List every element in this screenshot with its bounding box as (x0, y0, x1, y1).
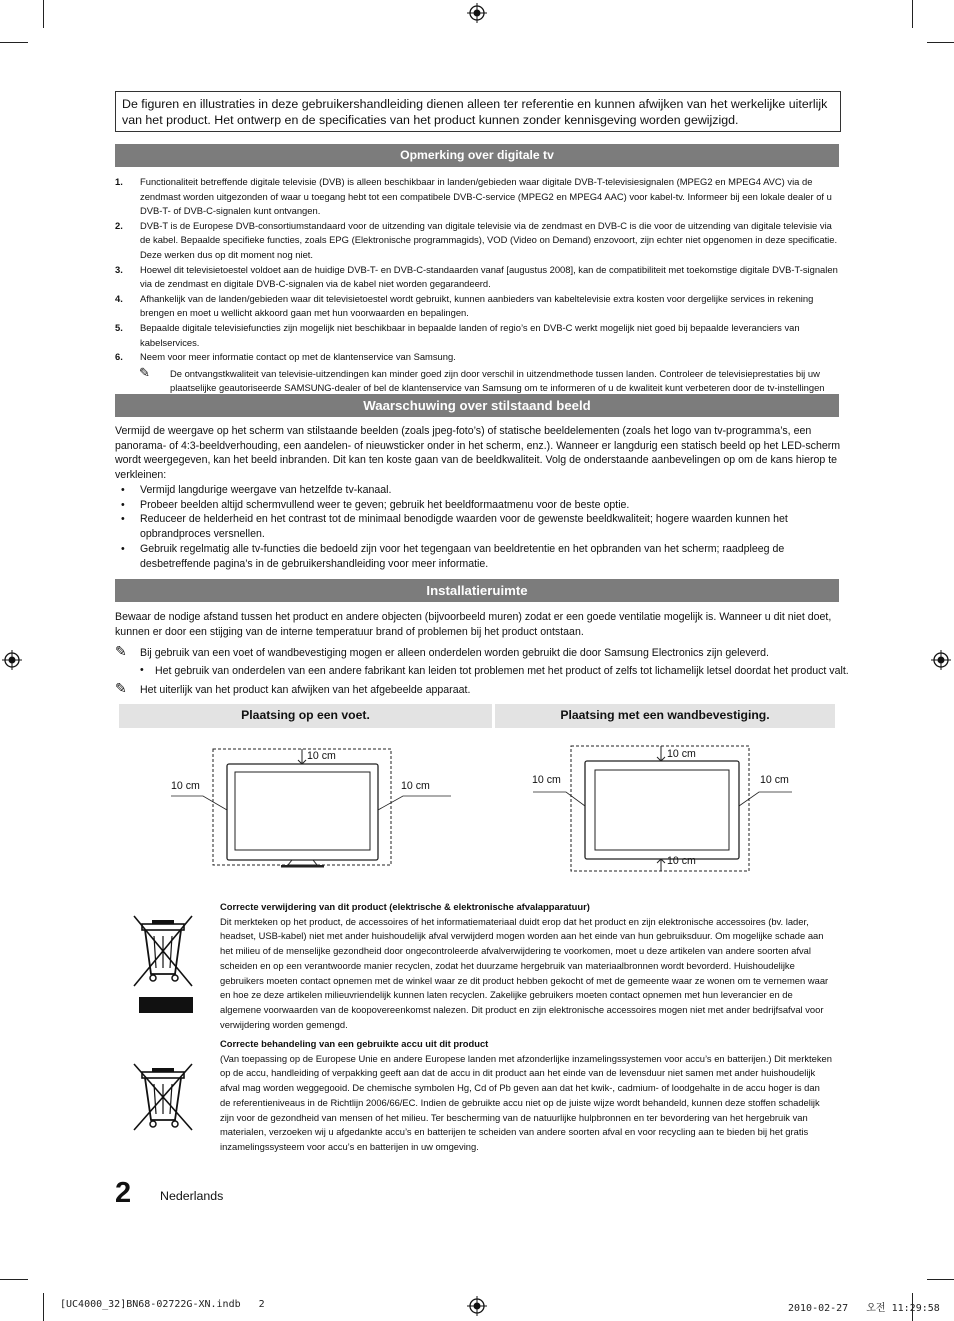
battery-disposal-block (220, 1037, 832, 1155)
stand-clearance-top-label: 10 cm (307, 750, 336, 762)
digital-tv-list (115, 175, 839, 411)
still-image-bullets (115, 483, 839, 571)
bullet-icon: • (140, 664, 144, 676)
column-header-stand: Plaatsing op een voet. (119, 704, 492, 728)
note-pencil-icon: ✎ (139, 364, 150, 380)
list-item: • Reduceer de helderheid en het contrast tot de minimaal benodigde waarden voor de gewenste beeldkwaliteit; hogere waarden kunnen het opbrandproces versnellen. (121, 513, 788, 541)
registration-mark-top (467, 3, 487, 23)
print-file-name: [UC4000_32]BN68-02722G-XN.indb 2 (60, 1299, 265, 1310)
list-item: 6. Neem voor meer informatie contact op met de klantenservice van Samsung. (115, 351, 456, 363)
list-item: • Vermijd langdurige weergave van hetzelfde tv-kanaal. (121, 484, 392, 496)
weee-title: Correcte verwijdering van dit product (elektrische & elektronische afvalapparatuur) (220, 901, 590, 912)
weee-disposal-block (220, 900, 832, 1032)
weee-crossed-bin-icon (132, 912, 198, 1016)
note-pencil-icon: ✎ (115, 643, 127, 659)
page-language: Nederlands (160, 1189, 224, 1203)
section-title-still-image: Waarschuwing over stilstaand beeld (115, 394, 839, 417)
disclaimer-box: De figuren en illustraties in deze gebruikershandleiding dienen alleen ter referentie en kunnen afwijken van het werkelijke uiterlijk van het product. Het ontwerp en de specificaties van het product kunnen zonder kennisgeving worden gewijzigd. (115, 91, 841, 132)
bullet-icon: • (121, 542, 125, 555)
weee-text: Dit merkteken op het product, de accessoires of het informatiemateriaal duidt erop dat het product en zijn elektronische accessoires (bv. lader, headset, USB-kabel) niet met ander huishoudelijk afval verwijderd mogen worden aan het einde van hun gebruiksduur. Om mogelijke schade aan het milieu of de menselijke gezondheid door ongecontroleerde afvalverwijdering te voorkomen, moet u deze artikelen van andere soorten afval scheiden en op een verantwoorde manier recyclen, zodat het duurzame hergebruik van materiaalbronnen wordt bevorderd. Huishoudelijke gebruikers moeten contact opnemen met de winkel waar ze dit product hebben gekocht of met de gemeente waar ze wonen om te vernemen waar en hoe ze deze artikelen milieuvriendelijk kunnen laten recyclen. Zakelijke gebruikers moeten contact opnemen met hun leverancier en de algemene voorwaarden van de koopovereenkomst nalezen. Dit product en zijn elektronische accessoires mogen niet met ander bedrijfsafval voor verwijdering worden gemengd. (220, 915, 829, 1030)
list-item: • Probeer beelden altijd schermvullend weer te geven; gebruik het beeldformaatmenu voor de beste optie. (121, 498, 630, 511)
battery-text: (Van toepassing op de Europese Unie en andere Europese landen met afzonderlijke inzamelingssystemen voor accu’s en batterijen.) Dit merkteken op de accu, handleiding of verpakking geeft aan dat de accu in dit product aan het einde van de levensduur niet samen met ander huishoudelijk afval mag worden weggegooid. De chemische symbolen Hg, Cd of Pb geven aan dat het kwik-, cadmium- of loodgehalte in de accu hoger is dan de referentieniveaus in de Richtlijn 2006/66/EC. Indien de gebruikte accu niet op de juiste wijze wordt behandeld, kunnen deze stoffen schadelijk zijn voor de gezondheid van mensen of het milieu. Ter bescherming van de natuurlijke hulpbronnen en ter bevordering van het hergebruik van materialen, verzoeken wij u afgedankte accu’s en batterijen te scheiden van andere soorten afval en voor recycling aan te bieden bij het gratis inzamelingssysteem voor accu’s en batterijen in uw omgeving. (220, 1052, 832, 1152)
registration-mark-left (2, 650, 22, 670)
bullet-icon: • (121, 484, 125, 496)
list-item: 3. Hoewel dit televisietoestel voldoet aan de huidige DVB-T- en DVB-C-standaarden vanaf [augustus 2008], kan de compatibiliteit met toekomstige digitale DVB-T-signalen via de zendmast en digitale DVB-C-signalen via de kabel niet worden gegarandeerd. (115, 263, 838, 290)
registration-mark-bottom (467, 1296, 487, 1316)
install-sub-bullet: • Het gebruik van onderdelen van een andere fabrikant kan leiden tot problemen met het product of zelfs tot lichamelijk letsel doordat het product valt. (140, 664, 849, 677)
stand-clearance-left-label: 10 cm (171, 780, 200, 792)
print-timestamp: 2010-02-27 오전 11:29:58 (788, 1303, 940, 1314)
stand-clearance-right-label: 10 cm (401, 780, 430, 792)
battery-crossed-bin-icon (132, 1060, 198, 1132)
still-image-intro: Vermijd de weergave op het scherm van stilstaande beelden (zoals jpeg-foto’s) of statische beeldelementen (zoals het logo van tv-programma’s, een panorama- of 4:3-beeldverhouding, een aandelen- of nieuwsticker onder in het scherm, enz.). Wanneer er langdurig een statisch beeld op het LED-scherm wordt weergegeven, kan het beeld inbranden. Dit kan ten koste gaan van de beeldkwaliteit. Volg de onderstaande aanbevelingen op om de kans hierop te verkleinen: (115, 425, 841, 482)
list-item: 2. DVB-T is de Europese DVB-consortiumstandaard voor de uitzending van digitale televisie via de zendmast en DVB-C is die voor de uitzending van digitale televisie via de kabel. Bepaalde specifieke functies, zoals EPG (Elektronische programmagids), VOD (Video on Demand) enzovoort, zijn echter niet opgenomen in deze specificatie. Deze werken dus op dit moment nog niet. (115, 219, 838, 260)
battery-title: Correcte behandeling van een gebruikte accu uit dit product (220, 1038, 489, 1049)
install-intro: Bewaar de nodige afstand tussen het product en andere objecten (bijvoorbeeld muren) zodat er een goede ventilatie mogelijk is. Wanneer u dit niet doet, kunnen er door een stijging van de interne temperatuur brand of problemen bij het product ontstaan. (115, 611, 832, 638)
note-pencil-icon: ✎ (115, 680, 127, 696)
wall-clearance-left-label: 10 cm (532, 774, 561, 786)
bullet-icon: • (121, 513, 125, 526)
registration-mark-right (931, 650, 951, 670)
install-note-2: ✎ Het uiterlijk van het product kan afwijken van het afgebeelde apparaat. (115, 680, 471, 696)
list-item: 4. Afhankelijk van de landen/gebieden waar dit televisietoestel wordt gebruikt, kunnen aanbieders van kabeltelevisie extra kosten voor dergelijke services in rekening brengen en moet u wellicht akkoord gaan met hun voorwaarden en bepalingen. (115, 292, 814, 319)
page-number: 2 (115, 1177, 132, 1209)
list-item: • Gebruik regelmatig alle tv-functies die bedoeld zijn voor het tegengaan van beeldretentie en het opbranden van het scherm; raadpleeg de desbetreffende pagina’s in de gebruikershandleiding voor meer informatie. (121, 542, 785, 570)
digital-tv-note: ✎ De ontvangstkwaliteit van televisie-uitzendingen kan minder goed zijn door verschil in uitzendmethode tussen landen. Controleer de televisieprestaties bij uw plaatselijke geautoriseerde SAMSUNG-dealer of bel de klantenservice van Samsung om te informeren of u de kwaliteit kunt verbeteren door de tv-instellingen (139, 364, 825, 394)
section-title-digital-tv: Opmerking over digitale tv (115, 144, 839, 167)
list-item: 1. Functionaliteit betreffende digitale televisie (DVB) is alleen beschikbaar in landen/gebieden waar digitale DVB-T-televisiesignalen (MPEG2 en MPEG4 AVC) via de zendmast worden uitgezonden of waar u toegang hebt tot een compatibele DVB-C-service (MPEG2 en MPEG4 AAC) voor kabel-tv. Informeer bij een lokale dealer of u DVB-T- of DVB-C-signalen kunt ontvangen. (115, 176, 832, 217)
wall-clearance-bottom-label: 10 cm (667, 855, 696, 867)
install-note-1: ✎ Bij gebruik van een voet of wandbevestiging mogen er alleen onderdelen worden gebruikt die door Samsung Electronics zijn geleverd. (115, 643, 769, 659)
wall-clearance-right-label: 10 cm (760, 774, 789, 786)
bullet-icon: • (121, 498, 125, 511)
column-header-wall: Plaatsing met een wandbevestiging. (495, 704, 835, 728)
wall-clearance-top-label: 10 cm (667, 748, 696, 760)
section-title-install: Installatieruimte (115, 579, 839, 602)
list-item: 5. Bepaalde digitale televisiefuncties zijn mogelijk niet beschikbaar in bepaalde landen of regio’s en DVB-C werkt mogelijk niet goed bij bepaalde leveranciers van kabelservices. (115, 321, 800, 348)
